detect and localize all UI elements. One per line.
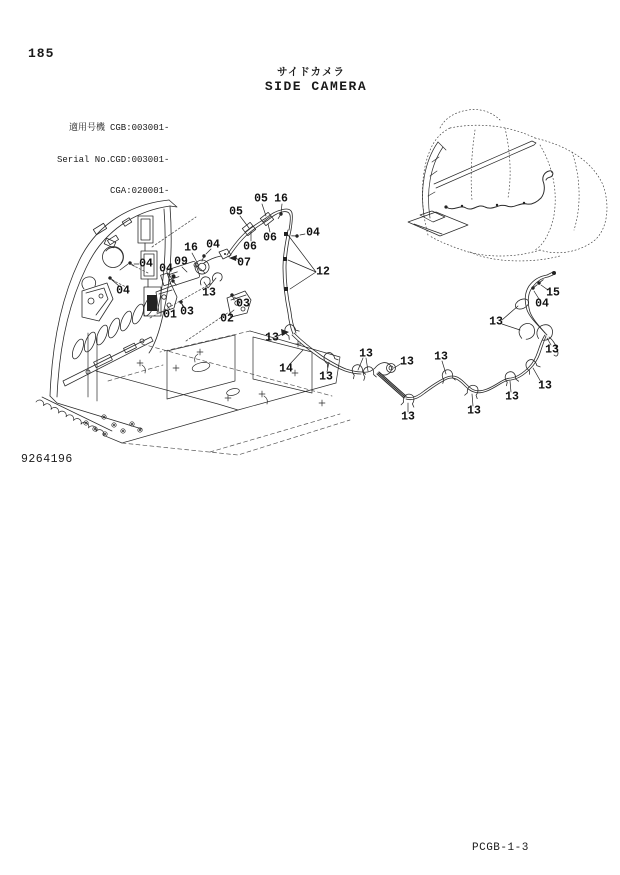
callout-13: 13 [505, 390, 519, 404]
callout-13: 13 [400, 355, 414, 369]
callout-06: 06 [243, 240, 257, 254]
callout-04: 04 [139, 257, 153, 271]
serial-value-3: CGA:020001- [110, 186, 170, 196]
serial-value-2: CGD:003001- [110, 154, 170, 165]
figure-number: 9264196 [21, 453, 73, 466]
callout-12: 12 [316, 265, 330, 279]
callout-01: 01 [163, 308, 177, 322]
callout-04: 04 [159, 262, 173, 276]
plate-code: PCGB-1-3 [472, 842, 529, 854]
callout-16: 16 [274, 192, 288, 206]
leader-lines [112, 204, 551, 412]
camera-cables [108, 209, 558, 407]
deck-frame [36, 331, 350, 455]
serial-label-jp: 適用号機 [68, 123, 105, 133]
callout-13: 13 [434, 350, 448, 364]
callout-03: 03 [236, 297, 250, 311]
serial-value-1: CGB:003001- [110, 123, 170, 133]
callout-13: 13 [538, 379, 552, 393]
callout-04: 04 [306, 226, 320, 240]
callout-04: 04 [535, 297, 549, 311]
callout-13: 13 [265, 331, 279, 345]
callout-07: 07 [237, 256, 251, 270]
callout-05: 05 [229, 205, 243, 219]
callout-13: 13 [401, 410, 415, 424]
title-japanese: サイドカメラ [277, 66, 345, 78]
callout-02: 02 [220, 312, 234, 326]
cab-side-panel [50, 200, 177, 429]
callout-04: 04 [206, 238, 220, 252]
callout-06: 06 [263, 231, 277, 245]
title-english: SIDE CAMERA [264, 79, 368, 94]
callout-13: 13 [489, 315, 503, 329]
callout-13: 13 [359, 347, 373, 361]
callout-09: 09 [174, 255, 188, 269]
callout-14: 14 [279, 362, 293, 376]
callout-05: 05 [254, 192, 268, 206]
callout-13: 13 [202, 286, 216, 300]
serial-label-en: Serial No. [57, 154, 112, 165]
callout-03: 03 [180, 305, 194, 319]
callout-13: 13 [319, 370, 333, 384]
callout-13: 13 [467, 404, 481, 418]
callout-16: 16 [184, 241, 198, 255]
page-number: 185 [28, 46, 55, 61]
machine-overview [408, 109, 607, 260]
callout-04: 04 [116, 284, 130, 298]
callout-13: 13 [545, 343, 559, 357]
callout-15: 15 [546, 286, 560, 300]
